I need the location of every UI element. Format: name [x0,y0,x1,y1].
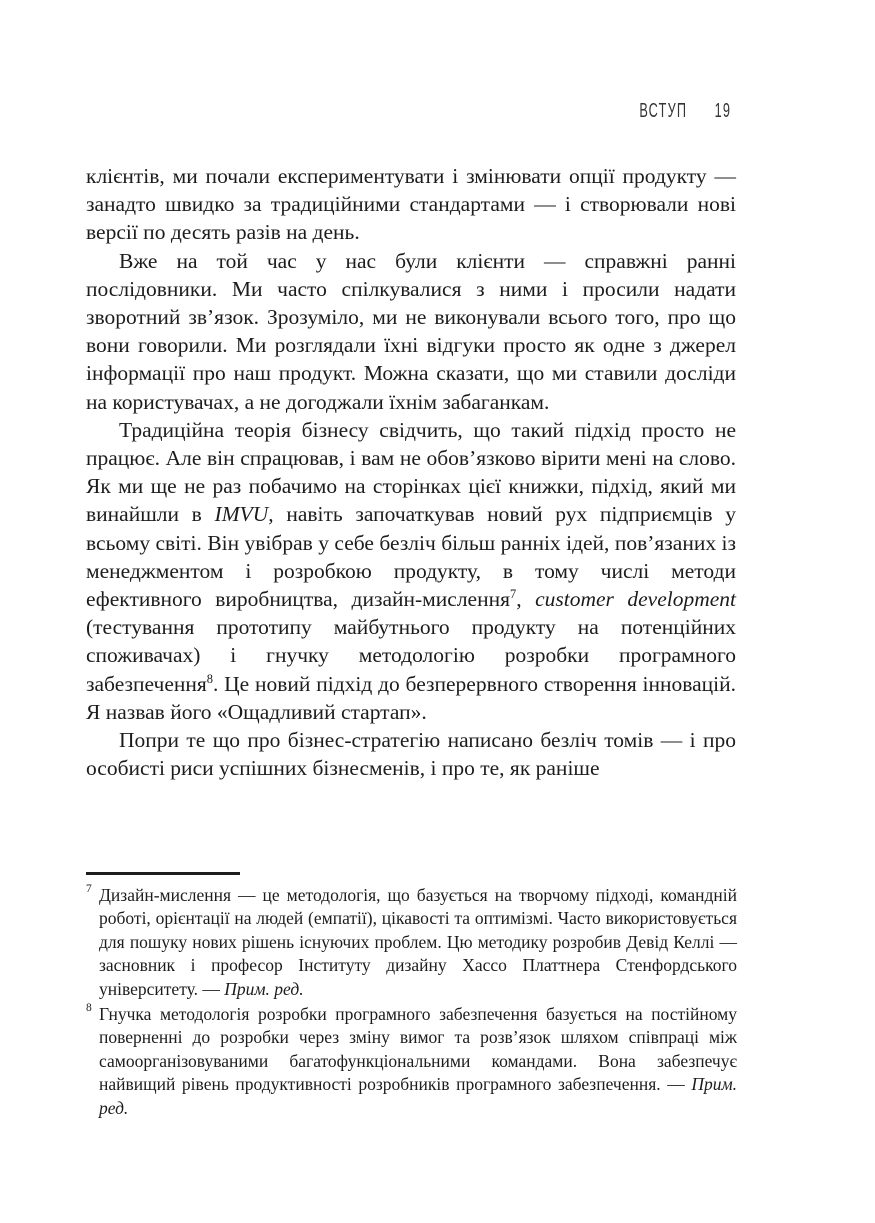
footnote-ref-8: 8 [206,671,213,686]
footnote-ref-7: 7 [510,586,517,601]
text-run: (тестування прототипу майбутнього продукту на потенційних споживачах) і гнучку методологію розробки програмного забезпечення [86,615,736,696]
text-run: клієнтів, ми почали експериментувати і змінювати опції продукту — занадто швидко за традиційними стандартами — і створювали нові версії по десять разів на день. [86,164,736,245]
footnote-7 [86,884,737,1001]
footnotes-block [86,884,737,1122]
italic-run: Прим. ред. [224,978,304,999]
footnote-separator [86,872,240,875]
footnote-number: 7 [86,883,92,895]
text-run: . Це новий підхід до безперервного створення інновацій. Я назвав його «Ощадливий стартап». [86,671,736,724]
text-run: , [516,587,536,612]
text-run: Вже на той час у нас були клієнти — справжні ранні послідовники. Ми часто спілкувалися з ними і просили надати зворотний зв’язок. Зрозуміло, ми не виконували всього того, про що вони говорили. Ми розглядали їхні відгуки просто як одне з джерел інформації про наш продукт. Можна сказати, що ми ставили досліди на користувачах, а не догоджали їхнім забаганкам. [86,248,736,414]
text-run: Гнучка методологія розробки програмного забезпечення базується на постійному поверненні до розробки через зміну вимог та розв’язок шляхом співпраці між самоорганізовуваними багатофункціональними командами. Вона забезпечує найвищий рівень продуктивності розробників програмного забезпечення. — [99,1004,737,1095]
italic-run: customer development [535,587,737,612]
italic-run: Прим. ред. [99,1074,737,1118]
section-title: ВСТУП [639,99,688,122]
body-paragraph [86,416,736,726]
italic-run: IMVU [214,502,269,527]
page-number: 19 [714,99,731,122]
text-run: , навіть започаткував новий рух підприємців у всьому світі. Він увібрав у себе безліч більш ранніх ідей, пов’язаних із менеджментом і розробкою продукту, в тому числі методи ефективного виробництва, дизайн-мислення [86,502,736,612]
body-paragraph [86,726,736,782]
text-run: Попри те що про бізнес-стратегію написано безліч томів — і про особисті риси успішних бізнесменів, і про те, як раніше [86,728,736,781]
body-text [86,162,736,782]
body-paragraph [86,247,736,416]
running-header [639,101,731,122]
body-paragraph [86,162,736,247]
text-run: Традиційна теорія бізнесу свідчить, що такий підхід просто не працює. Але він спрацював, і вам не обов’язково вірити мені на слово. Як ми ще не раз побачимо на сторінках цієї книжки, підхід, який ми винайшли в [86,417,736,527]
footnote-number: 8 [86,1002,92,1015]
text-run: Дизайн-мислення — це методологія, що базується на творчому підході, командній роботі, орієнтації на людей (емпатії), цікавості та оптимізмі. Часто використовується для пошуку нових рішень існуючих проблем. Цю методику розробив Девід Келлі — засновник і професор Інституту дизайну Хассо Платтнера Стенфордського університету. — [99,885,737,999]
footnote-8 [86,1003,737,1120]
